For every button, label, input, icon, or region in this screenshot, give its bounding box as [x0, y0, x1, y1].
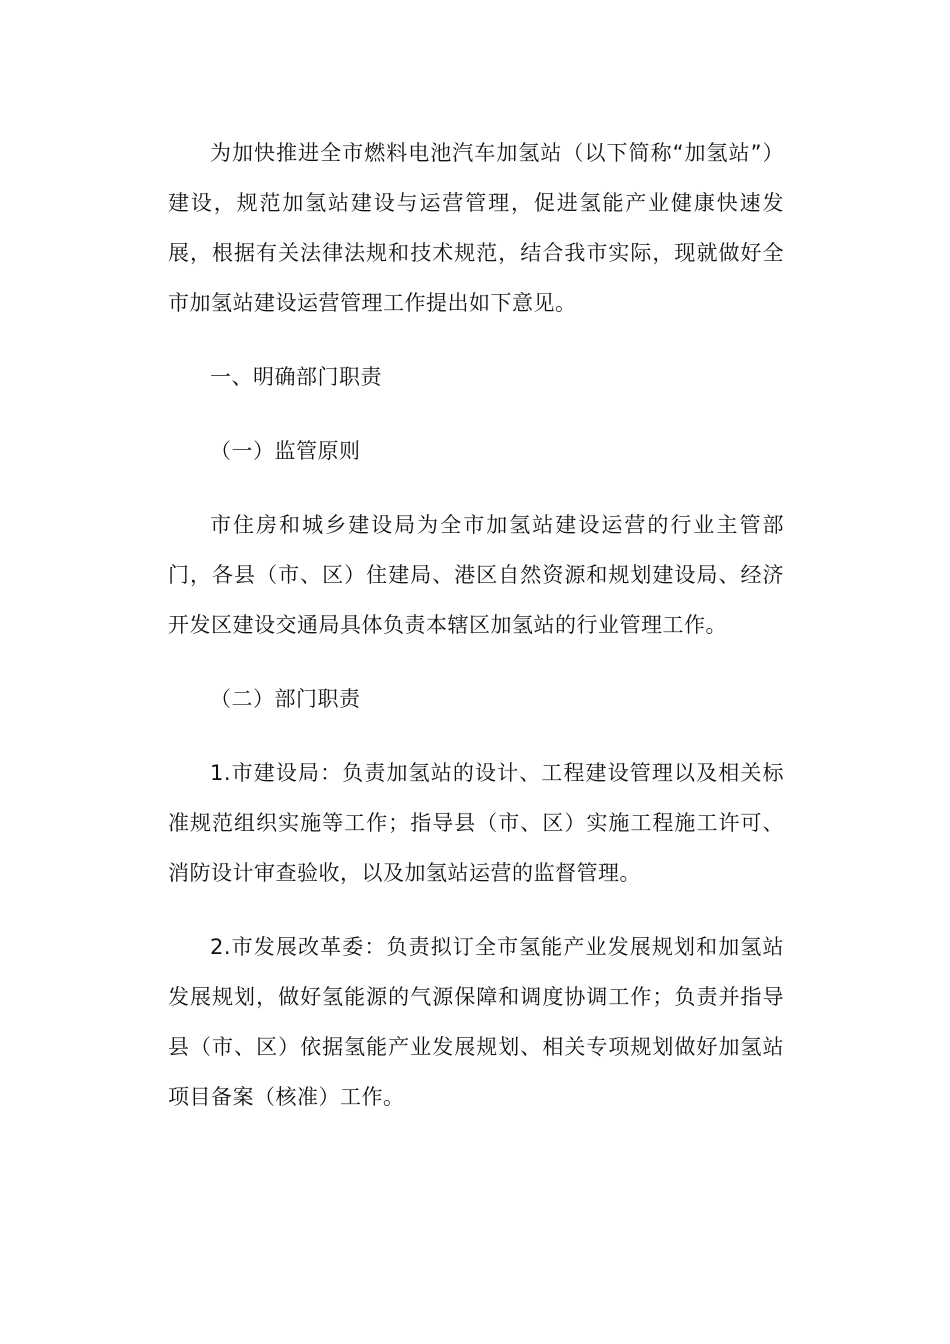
paragraph-gap: [168, 650, 784, 674]
subsection-heading-1: （一）监管原则: [210, 439, 361, 463]
subsection-heading-2: （二）部门职责: [210, 687, 361, 711]
paragraph-gap: [168, 328, 784, 352]
duty-paragraph-1: 1.市建设局：负责加氢站的设计、工程建设管理以及相关标准规范组织实施等工作；指导县（市、区）实施工程施工许可、消防设计审查验收，以及加氢站运营的监督管理。: [168, 761, 784, 885]
document-body: [168, 128, 784, 1122]
paragraph-gap: [168, 402, 784, 426]
paragraph-gap: [168, 724, 784, 748]
supervision-paragraph: 市住房和城乡建设局为全市加氢站建设运营的行业主管部门，各县（市、区）住建局、港区自然资源和规划建设局、经济开发区建设交通局具体负责本辖区加氢站的行业管理工作。: [168, 513, 784, 637]
paragraph-gap: [168, 476, 784, 500]
intro-paragraph: 为加快推进全市燃料电池汽车加氢站（以下简称“加氢站”）建设，规范加氢站建设与运营管理，促进氢能产业健康快速发展，根据有关法律法规和技术规范，结合我市实际，现就做好全市加氢站建设运营管理工作提出如下意见。: [168, 141, 784, 315]
duty-paragraph-2: 2.市发展改革委：负责拟订全市氢能产业发展规划和加氢站发展规划，做好氢能源的气源保障和调度协调工作；负责并指导县（市、区）依据氢能产业发展规划、相关专项规划做好加氢站项目备案（核准）工作。: [168, 935, 784, 1109]
section-heading-1: 一、明确部门职责: [210, 365, 382, 389]
paragraph-gap: [168, 898, 784, 922]
